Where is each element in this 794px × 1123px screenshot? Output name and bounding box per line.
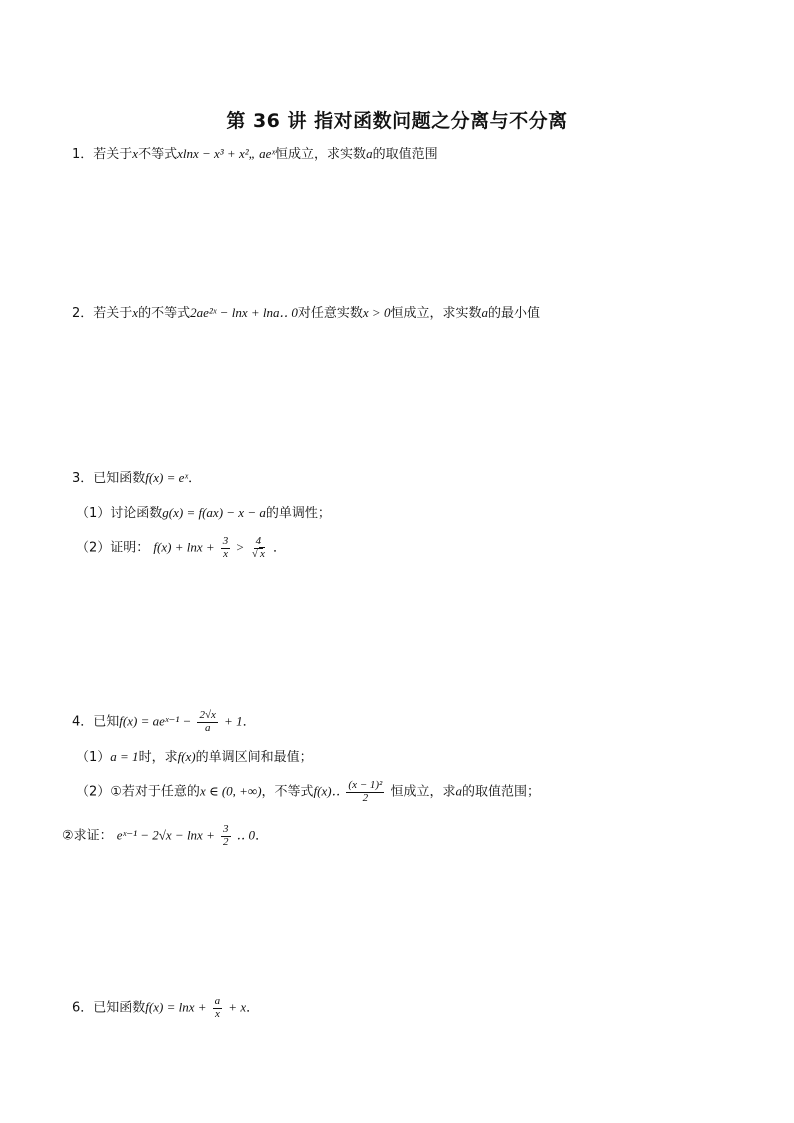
question-text: ，不等式	[261, 784, 314, 800]
question-text: 若关于	[93, 147, 133, 162]
radical-icon: √	[251, 547, 258, 560]
question-number: 6．	[72, 1000, 94, 1016]
question-text: 的单调性；	[265, 506, 331, 521]
proof-expression: ‥ 0	[236, 827, 256, 843]
question-text: 已知函数	[93, 1000, 146, 1016]
variable-a: a	[366, 146, 373, 161]
inequality-expression: 2ae²ˣ − lnx + lna‥ 0	[190, 305, 298, 320]
fraction-denominator: 2	[223, 835, 229, 848]
question-3-part-1	[76, 505, 331, 523]
fraction-numerator: 3	[222, 535, 229, 547]
question-text: 时，求	[138, 750, 178, 765]
question-text: 对任意实数	[297, 306, 363, 321]
question-number: 3．	[72, 471, 94, 486]
variable-x: x	[132, 146, 139, 161]
variable-a: a	[455, 783, 462, 799]
question-text: 已知	[93, 714, 120, 730]
fraction-numerator: 4	[255, 535, 262, 547]
relation-symbol: >	[236, 539, 244, 555]
punctuation: ．	[272, 540, 286, 556]
domain-expression: x ∈ (0, +∞)	[199, 783, 262, 799]
fraction-numerator: 2√x	[199, 709, 216, 721]
function-definition: f(x) = eˣ	[145, 470, 189, 485]
radicand: x	[259, 547, 265, 560]
function-definition: + 1	[224, 713, 243, 729]
punctuation: ．	[246, 1000, 260, 1016]
fraction-denominator: x	[214, 1007, 220, 1020]
question-text: 恒成立，求	[390, 784, 456, 800]
punctuation: ．	[188, 471, 202, 486]
question-4-part-3	[62, 824, 268, 848]
fraction	[250, 536, 267, 560]
fraction-numerator: 3	[223, 823, 229, 835]
fraction	[197, 710, 217, 734]
question-4-part-2	[76, 780, 540, 804]
fraction	[221, 536, 231, 560]
part-label: ②求证：	[62, 828, 113, 844]
variable-x: x	[132, 305, 139, 320]
fraction-denominator: a	[204, 721, 211, 734]
part-label: （1）	[76, 750, 111, 765]
question-3	[72, 470, 201, 488]
fraction	[221, 824, 231, 848]
proof-expression: eˣ⁻¹ − 2√x − lnx +	[116, 827, 215, 843]
question-text: 的取值范围	[372, 147, 438, 162]
question-4	[72, 710, 256, 734]
question-text: 的取值范围；	[462, 784, 541, 800]
condition-expression: x > 0	[362, 305, 391, 320]
proof-expression: f(x) + lnx +	[153, 539, 215, 555]
question-text: 恒成立，求实数	[390, 306, 482, 321]
question-number: 1．	[72, 147, 94, 162]
fraction	[346, 780, 384, 804]
inequality-expression: f(x)‥	[313, 783, 341, 799]
question-number: 4．	[72, 714, 94, 730]
function-definition: + x	[228, 999, 247, 1015]
function-definition: f(x) = lnx +	[145, 999, 207, 1015]
fraction-denominator	[250, 549, 267, 561]
question-2	[72, 305, 540, 323]
question-3-part-2	[76, 536, 286, 560]
question-text: 的单调区间和最值；	[195, 750, 313, 765]
question-1	[72, 146, 438, 164]
fraction	[213, 996, 223, 1020]
page-title: 第 36 讲 指对函数问题之分离与不分离	[226, 110, 568, 132]
question-text: 已知函数	[93, 471, 146, 486]
question-text: 恒成立，求实数	[275, 147, 367, 162]
question-text: 若关于	[93, 306, 133, 321]
question-6	[72, 996, 259, 1020]
function-expression: g(x) = f(ax) − x − a	[162, 505, 266, 520]
condition-expression: a = 1	[110, 749, 139, 764]
part-label: （1）讨论函数	[76, 506, 163, 521]
fraction-numerator: (x − 1)²	[348, 779, 383, 791]
part-label: （2）证明：	[76, 540, 150, 556]
question-number: 2．	[72, 306, 94, 321]
variable-a: a	[481, 305, 488, 320]
function-expression: f(x)	[177, 749, 196, 764]
part-label: （2）①若对于任意的	[76, 784, 200, 800]
punctuation: ．	[255, 828, 269, 844]
fraction-denominator: 2	[362, 791, 369, 804]
question-4-part-1	[76, 749, 313, 767]
fraction-denominator: x	[223, 547, 228, 560]
question-text: 的最小值	[487, 306, 540, 321]
inequality-expression: xlnx − x³ + x²„ aeˣ	[177, 146, 276, 161]
fraction-numerator: a	[214, 995, 221, 1007]
question-text: 的不等式	[138, 306, 191, 321]
function-definition: f(x) = aeˣ⁻¹ −	[119, 713, 192, 729]
punctuation: ．	[242, 714, 256, 730]
question-text: 不等式	[138, 147, 178, 162]
